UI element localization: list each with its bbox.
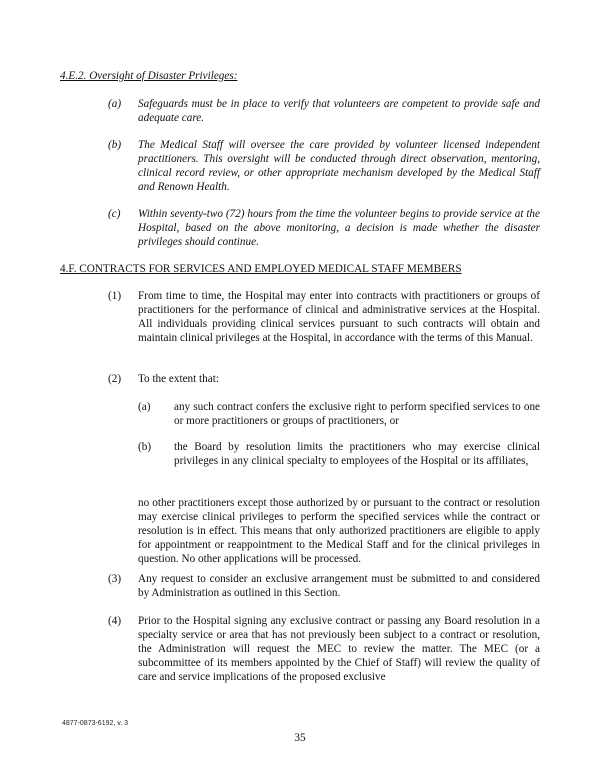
item-label: (c): [108, 208, 121, 220]
item-text: The Medical Staff will oversee the care provided by volunteer licensed independent practitioners. This oversight will be conducted through direct observation, mentoring, clinical record review, or other appropriate mechanism developed by the Medical Staff and Renown Health.: [138, 139, 540, 193]
item-label: (a): [138, 401, 151, 413]
item-text: From time to time, the Hospital may enter into contracts with practitioners or groups of practitioners for the performance of clinical and administrative services at the Hospital. All individuals providing clinical services pursuant to such contracts will obtain and maintain clinical privileges at the Hospital, in accordance with the terms of this Manual.: [138, 290, 540, 344]
item-label: (a): [108, 98, 122, 110]
item-label: (b): [138, 441, 152, 453]
item-text: the Board by resolution limits the practitioners who may exercise clinical privileges in any clinical specialty to employees of the Hospital or its affiliates,: [174, 441, 540, 467]
section-heading: 4.F. CONTRACTS FOR SERVICES AND EMPLOYED MEDICAL STAFF MEMBERS: [60, 263, 462, 275]
item-text: To the extent that:: [138, 373, 219, 385]
document-id: 4877-0873-6192, v. 3: [62, 720, 129, 727]
item-label: (1): [108, 290, 122, 302]
item-label: (b): [108, 139, 122, 151]
item-text: Safeguards must be in place to verify that volunteers are competent to provide safe and adequate care.: [138, 98, 540, 124]
item-label: (4): [108, 615, 122, 627]
subsection-heading: 4.E.2. Oversight of Disaster Privileges:: [60, 70, 238, 82]
item-text: Within seventy-two (72) hours from the time the volunteer begins to provide service at the Hospital, based on the above monitoring, a decision is made whether the disaster privileges should continue.: [138, 208, 540, 248]
item-label: (2): [108, 373, 122, 385]
document-page: 4.E.2. Oversight of Disaster Privileges: (a) Safeguards must be in place to verify that volunteers are competent to provide safe and adequate care. (b) The Medical Staff will oversee the care provided by volunteer licensed independent practitioners. This oversight will be conducted through direct observation, mentoring, clinical record review, or other appropriate mechanism developed by the Medical Staff and Renown Health. (c) Within seventy-two (72) hours from the time the volunteer begins to provide service at the Hospital, based on the above monitoring, a decision is made whether the disaster privileges should continue. 4.F. CONTRACTS FOR SERVICES AND EMPLOYED MEDICAL STAFF MEMBERS (1) From time to time, the Hospital may enter into contracts with practitioners or groups of practitioners for the performance of clinical and administrative services at the Hospital. All individuals providing clinical services pursuant to such contracts will obtain and maintain clinical privileges at the Hospital, in accordance with the terms of this Manual. (2) To the extent that: (a) any such contract confers the exclusive right to perform specified services to one or more practitioners or groups of practitioners, or (b) the Board by resolution limits the practitioners who may exercise clinical privileges in any clinical specialty to employees of the Hospital or its affiliates, no other practitioners except those authorized by or pursuant to the contract or resolution may exercise clinical privileges to perform the specified services while the contract or resolution is in effect. This means that only authorized practitioners are eligible to apply for appointment or reappointment to the Medical Staff and for the clinical privileges in question. No other applications will be processed. (3) Any request to consider an exclusive arrangement must be submitted to and considered by Administration as outlined in this Section. (4) Prior to the Hospital signing any exclusive contract or passing any Board resolution in a specialty service or area that has not previously been subject to a contract or resolution, the Administration will request the MEC to review the matter. The MEC (or a subcommittee of its members appointed by the Chief of Staff) will review the quality of care and service implications of the proposed exclusive 4877-0873-6192, v. 3 35: [0, 0, 600, 776]
item-label: (3): [108, 573, 122, 585]
item-text: any such contract confers the exclusive right to perform specified services to one or more practitioners or groups of practitioners, or: [174, 401, 540, 427]
page-number: 35: [294, 732, 306, 744]
item-text: Prior to the Hospital signing any exclusive contract or passing any Board resolution in a specialty service or area that has not previously been subject to a contract or resolution, the Administration will request the MEC to review the matter. The MEC (or a subcommittee of its members appointed by the Chief of Staff) will review the quality of care and service implications of the proposed exclusive: [138, 615, 540, 683]
item-text: Any request to consider an exclusive arrangement must be submitted to and considered by Administration as outlined in this Section.: [138, 573, 540, 599]
